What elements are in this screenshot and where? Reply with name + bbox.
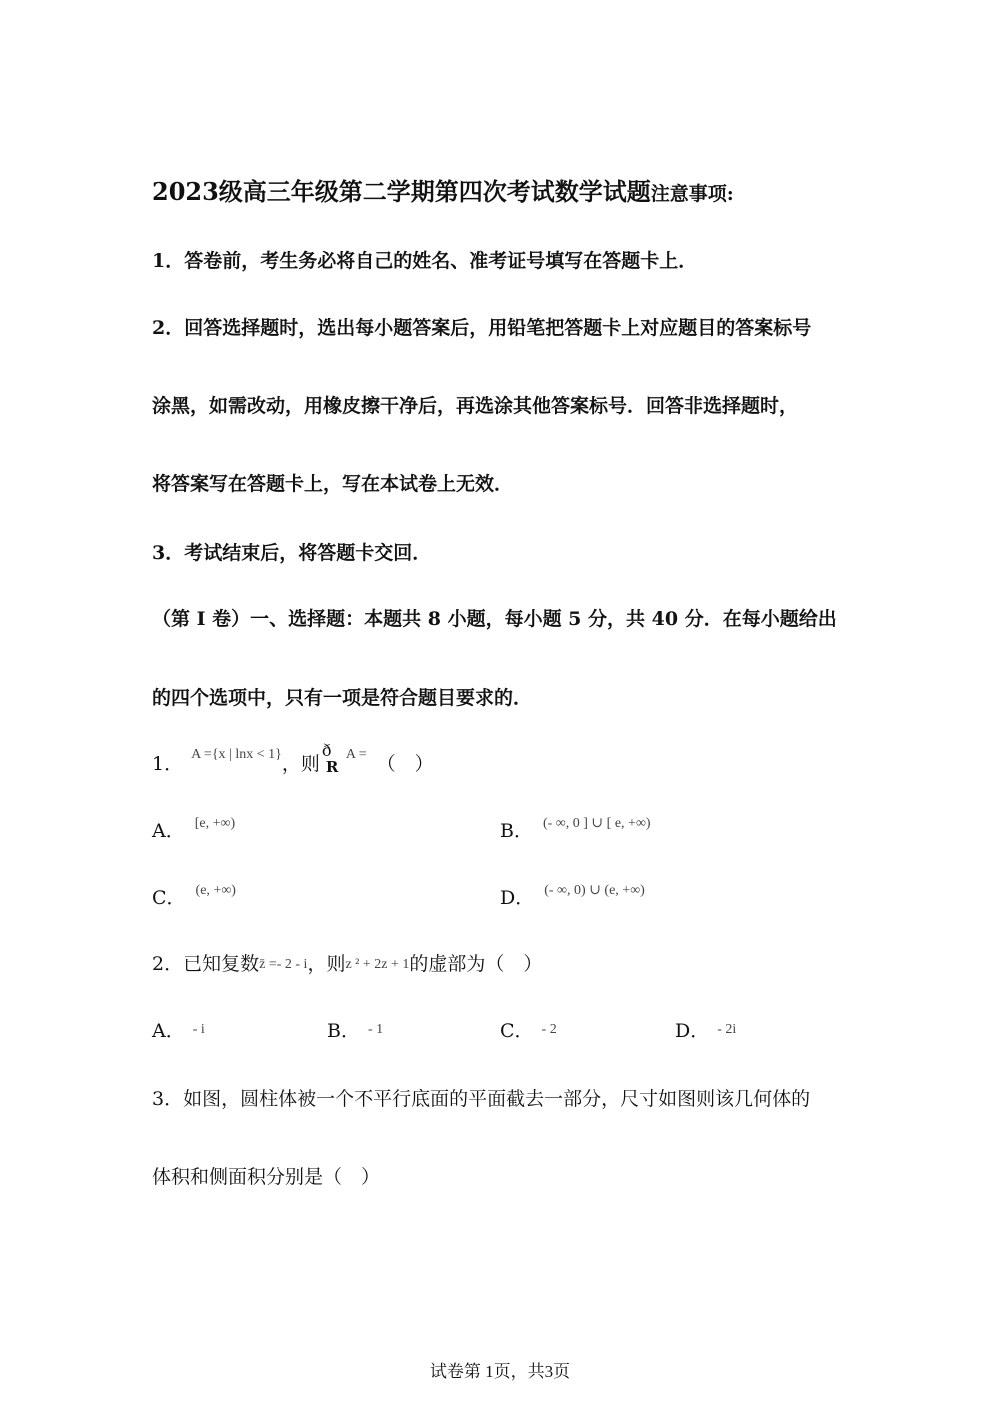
q2-text-1: 已知复数 (183, 953, 260, 975)
option-label: C． (152, 887, 186, 909)
option-label: D． (675, 1020, 710, 1042)
q1-complement-expr: A = (345, 747, 367, 762)
q1-number: 1． (152, 753, 184, 775)
q1-option-d (500, 883, 645, 910)
option-label: A． (152, 1020, 185, 1042)
option-expr: (- ∞, 0 ] ∪ [ e, +∞) (542, 816, 651, 831)
notice-2: 2．回答选择题时，选出每小题答案后，用铅笔把答题卡上对应题目的答案标号 (152, 317, 812, 339)
option-expr: (e, +∞) (195, 883, 236, 898)
q2-expr-2: z ² + 2z + 1 (345, 957, 410, 972)
q2-option-c (500, 1016, 557, 1043)
section-header-cont: 的四个选项中，只有一项是符合题目要求的． (152, 687, 533, 709)
q1-option-b (500, 816, 651, 843)
q2-number: 2． (152, 953, 184, 975)
q1-option-c (152, 883, 236, 910)
option-expr: - 2 (541, 1022, 557, 1037)
complement-symbol: ð R (321, 741, 339, 776)
question-3-line-2: 体积和侧面积分别是（ ） (152, 1166, 381, 1188)
notice-2-cont: 涂黑，如需改动，用橡皮擦干净后，再选涂其他答案标号．回答非选择题时， (152, 395, 799, 417)
q2-option-a (152, 1016, 205, 1043)
q2-option-d (675, 1016, 736, 1043)
notice-heading: 注意事项: (650, 183, 734, 205)
q2-text-3: 的虚部为（ ） (409, 953, 543, 975)
question-3-line-1: 3．如图，圆柱体被一个不平行底面的平面截去一部分，尺寸如图则该几何体的 (152, 1088, 811, 1110)
q2-text-2: ，则 (307, 953, 346, 975)
notice-3: 3．考试结束后，将答题卡交回． (152, 542, 432, 564)
q1-then: ，则 (281, 753, 320, 775)
option-label: C． (500, 1020, 534, 1042)
option-expr: - i (192, 1022, 205, 1037)
section-header: （第 I 卷）一、选择题：本题共 8 小题，每小题 5 分，共 40 分．在每小题给出 (152, 608, 837, 630)
notice-1: 1．答卷前，考生务必将自己的姓名、准考证号填写在答题卡上． (152, 250, 698, 272)
exam-title (152, 172, 734, 207)
question-1 (152, 741, 434, 776)
option-expr: - 1 (367, 1022, 384, 1037)
q1-paren: （ ） (376, 753, 434, 775)
option-expr: (- ∞, 0) ∪ (e, +∞) (544, 883, 645, 898)
q2-option-b (327, 1016, 383, 1043)
page-footer: 试卷第 1页，共3页 (429, 1362, 571, 1381)
option-expr: - 2i (717, 1022, 737, 1037)
option-expr: [e, +∞) (194, 816, 236, 831)
q1-option-a (152, 816, 235, 843)
option-label: D． (500, 887, 535, 909)
q2-expr-1: z̄ =- 2 - i (259, 957, 308, 972)
notice-2-end: 将答案写在答题卡上，写在本试卷上无效． (152, 473, 514, 495)
q1-set-expr: A ={x | lnx < 1} (191, 747, 282, 762)
question-2 (152, 949, 542, 976)
option-label: A． (152, 820, 185, 842)
option-label: B． (327, 1020, 360, 1042)
title-text: 2023级高三年级第二学期第四次考试数学试题 (152, 177, 651, 206)
option-label: B． (500, 820, 533, 842)
